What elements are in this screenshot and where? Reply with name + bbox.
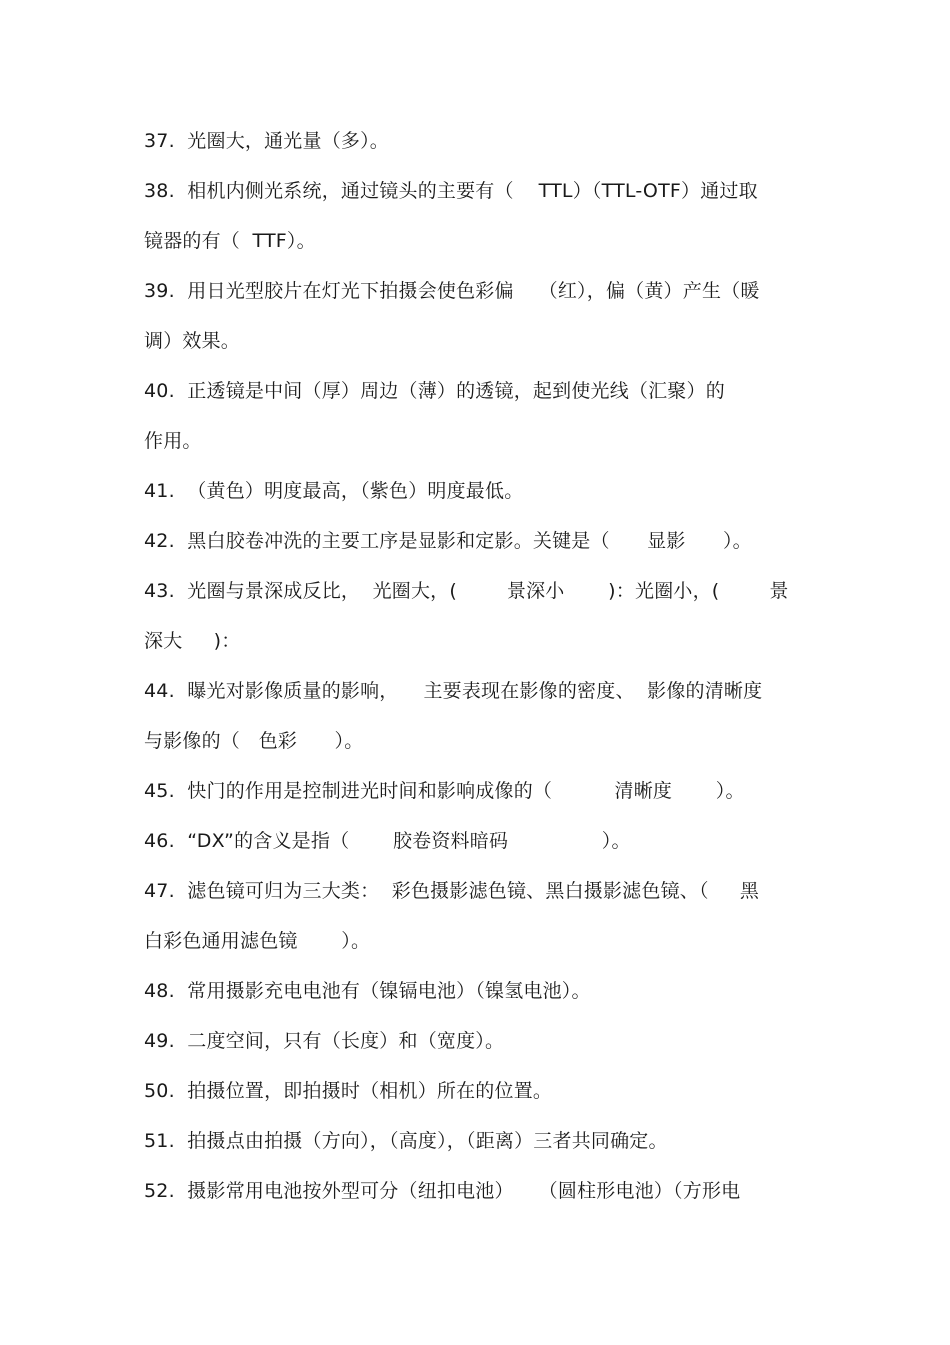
text-line-45: 45. 快门的作用是控制进光时间和影响成像的（ 清晰度 ）。 xyxy=(144,780,745,802)
text-line-42: 42. 黑白胶卷冲洗的主要工序是显影和定影。关键是（ 显影 ）。 xyxy=(144,530,752,552)
text-line-44-cont: 与影像的（ 色彩 ）。 xyxy=(144,730,364,752)
question-list xyxy=(144,116,810,1216)
text-line-44: 44. 曝光对影像质量的影响， 主要表现在影像的密度、 影像的清晰度 xyxy=(144,680,763,702)
text-line-49: 49. 二度空间，只有（长度）和（宽度）。 xyxy=(144,1030,505,1052)
text-line-46: 46. “DX”的含义是指（ 胶卷资料暗码 ）。 xyxy=(144,830,631,852)
text-line-38: 38. 相机内侧光系统，通过镜头的主要有（ TTL）（TTL-OTF）通过取 xyxy=(144,180,758,202)
text-line-38-cont: 镜器的有（ TTF）。 xyxy=(144,230,316,252)
text-line-52: 52. 摄影常用电池按外型可分（纽扣电池） （圆柱形电池）（方形电 xyxy=(144,1180,741,1202)
text-line-48: 48. 常用摄影充电电池有（镍镉电池）（镍氢电池）。 xyxy=(144,980,591,1002)
text-line-43-cont: 深大 )： xyxy=(144,630,241,652)
text-line-47: 47. 滤色镜可归为三大类： 彩色摄影滤色镜、黑白摄影滤色镜、（ 黑 xyxy=(144,880,760,902)
text-line-47-cont: 白彩色通用滤色镜 ）。 xyxy=(144,930,371,952)
text-line-39: 39. 用日光型胶片在灯光下拍摄会使色彩偏 （红），偏（黄）产生（暖 xyxy=(144,280,760,302)
text-line-41: 41. （黄色）明度最高，（紫色）明度最低。 xyxy=(144,480,524,502)
text-line-51: 51. 拍摄点由拍摄（方向），（高度），（距离）三者共同确定。 xyxy=(144,1130,668,1152)
text-line-37: 37. 光圈大，通光量（多）。 xyxy=(144,130,389,152)
text-line-40-cont: 作用。 xyxy=(144,430,202,452)
text-line-39-cont: 调）效果。 xyxy=(144,330,241,352)
text-line-40: 40. 正透镜是中间（厚）周边（薄）的透镜，起到使光线（汇聚）的 xyxy=(144,380,725,402)
text-line-50: 50. 拍摄位置，即拍摄时（相机）所在的位置。 xyxy=(144,1080,553,1102)
text-line-43: 43. 光圈与景深成反比， 光圈大，( 景深小 )：光圈小，( 景 xyxy=(144,580,789,602)
